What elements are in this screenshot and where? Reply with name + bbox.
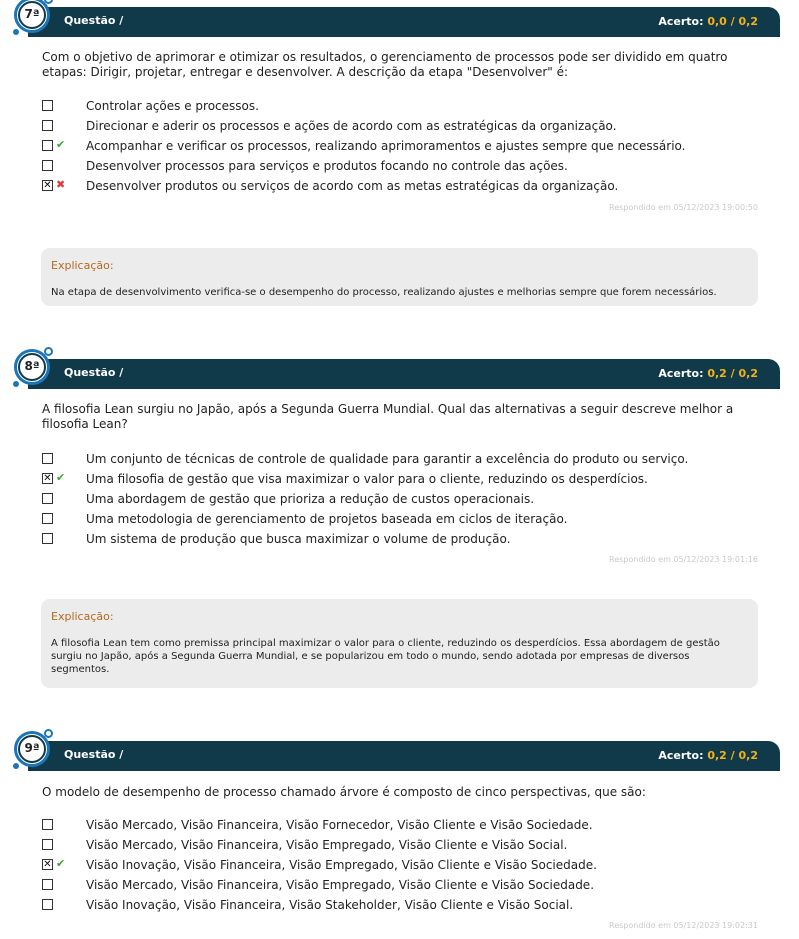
score xyxy=(658,367,758,380)
option-c[interactable] xyxy=(42,492,762,510)
option-a[interactable] xyxy=(42,99,762,117)
checkbox[interactable] xyxy=(42,493,53,504)
checkbox[interactable] xyxy=(42,100,53,111)
question-7 xyxy=(0,7,799,317)
checkbox-checked[interactable]: ✕ xyxy=(43,473,52,484)
checkbox[interactable] xyxy=(42,899,53,910)
answered-timestamp: Respondido em 05/12/2023 19:00:50 xyxy=(609,203,758,212)
score-total: / 0,2 xyxy=(730,15,758,28)
checkbox[interactable] xyxy=(42,839,53,850)
checkbox[interactable] xyxy=(42,453,53,464)
check-icon: ✔ xyxy=(56,138,66,151)
checkbox-checked[interactable]: ✕ xyxy=(43,859,52,870)
option-a[interactable] xyxy=(42,818,762,836)
question-stem: Com o objetivo de aprimorar e otimizar os resultados, o gerenciamento de processos pode ser dividido em quatro etapas: Dirigir, projetar, entregar e desenvolver. A descrição da etapa "Desenvolver" é: xyxy=(42,50,728,79)
score-value: 0,2 xyxy=(707,367,727,380)
checkbox-checked[interactable]: ✕ xyxy=(43,180,52,191)
option-b[interactable] xyxy=(42,119,762,137)
option-d[interactable] xyxy=(42,512,762,530)
score xyxy=(658,15,758,28)
option-e[interactable] xyxy=(42,898,762,916)
question-number: 8ª xyxy=(24,359,40,373)
score-total: / 0,2 xyxy=(730,367,758,380)
option-text: Uma filosofia de gestão que visa maximizar o valor para o cliente, reduzindo os desperdícios. xyxy=(86,472,648,486)
score-total: / 0,2 xyxy=(730,749,758,762)
explanation-title: Explicação: xyxy=(51,610,114,623)
option-text: Direcionar e aderir os processos e ações de acordo com as estratégicas da organização. xyxy=(86,119,617,133)
checkbox[interactable] xyxy=(42,140,53,151)
question-9 xyxy=(0,741,799,939)
option-text: Visão Mercado, Visão Financeira, Visão Fornecedor, Visão Cliente e Visão Sociedade. xyxy=(86,818,593,832)
question-stem: O modelo de desempenho de processo chamado árvore é composto de cinco perspectivas, que são: xyxy=(42,785,646,799)
question-header xyxy=(28,7,780,37)
option-c[interactable] xyxy=(42,139,762,157)
option-e[interactable] xyxy=(42,179,762,197)
option-text: Acompanhar e verificar os processos, realizando aprimoramentos e ajustes sempre que necessário. xyxy=(86,139,686,153)
question-stem: A filosofia Lean surgiu no Japão, após a Segunda Guerra Mundial. Qual das alternativas a seguir descreve melhor a filosofia Lean? xyxy=(42,402,734,431)
checkbox[interactable] xyxy=(42,533,53,544)
option-text: Desenvolver produtos ou serviços de acordo com as metas estratégicas da organização. xyxy=(86,179,619,193)
question-header xyxy=(28,741,780,771)
answered-timestamp: Respondido em 05/12/2023 19:01:16 xyxy=(609,555,758,564)
question-number: 7ª xyxy=(24,7,40,21)
option-text: Visão Mercado, Visão Financeira, Visão Empregado, Visão Cliente e Visão Social. xyxy=(86,838,568,852)
question-8 xyxy=(0,359,799,694)
question-title: Questão / xyxy=(64,748,124,761)
explanation-text: Na etapa de desenvolvimento verifica-se o desempenho do processo, realizando ajustes e melhorias sempre que forem necessários. xyxy=(51,287,717,298)
explanation-title: Explicação: xyxy=(51,259,114,272)
checkbox[interactable] xyxy=(42,879,53,890)
answered-timestamp: Respondido em 05/12/2023 19:02:31 xyxy=(609,921,758,930)
option-a[interactable] xyxy=(42,452,762,470)
question-title: Questão / xyxy=(64,14,124,27)
option-text: Uma metodologia de gerenciamento de projetos baseada em ciclos de iteração. xyxy=(86,512,568,526)
option-text: Desenvolver processos para serviços e produtos focando no controle das ações. xyxy=(86,159,568,173)
question-header xyxy=(28,359,780,389)
badge-decor-dot-small xyxy=(13,763,19,769)
check-icon: ✔ xyxy=(56,471,66,484)
checkbox[interactable] xyxy=(42,819,53,830)
option-b[interactable] xyxy=(42,838,762,856)
option-e[interactable] xyxy=(42,532,762,550)
option-text: Visão Mercado, Visão Financeira, Visão Empregado, Visão Cliente e Visão Sociedade. xyxy=(86,878,595,892)
option-text: Visão Inovação, Visão Financeira, Visão Stakeholder, Visão Cliente e Visão Social. xyxy=(86,898,574,912)
score xyxy=(658,749,758,762)
badge-decor-dot-small xyxy=(13,381,19,387)
option-d[interactable] xyxy=(42,159,762,177)
cross-icon: ✖ xyxy=(56,178,66,191)
check-icon: ✔ xyxy=(56,857,66,870)
score-label: Acerto: xyxy=(658,367,704,380)
option-text: Controlar ações e processos. xyxy=(86,99,259,113)
option-text: Uma abordagem de gestão que prioriza a redução de custos operacionais. xyxy=(86,492,535,506)
score-value: 0,2 xyxy=(707,749,727,762)
option-text: Um conjunto de técnicas de controle de qualidade para garantir a excelência do produto ou serviço. xyxy=(86,452,689,466)
option-d[interactable] xyxy=(42,878,762,896)
score-value: 0,0 xyxy=(707,15,727,28)
checkbox[interactable] xyxy=(42,513,53,524)
explanation-text: A filosofia Lean tem como premissa principal maximizar o valor para o cliente, reduzindo os desperdícios. Essa abordagem de gestão surgiu no Japão, após a Segunda Guerra Mundial, e se popularizou em todo o mundo, sendo adotada por empresas de diversos segmentos. xyxy=(51,638,720,675)
checkbox[interactable] xyxy=(42,160,53,171)
option-text: Um sistema de produção que busca maximizar o volume de produção. xyxy=(86,532,511,546)
question-title: Questão / xyxy=(64,366,124,379)
explanation-box xyxy=(41,248,758,306)
score-label: Acerto: xyxy=(658,15,704,28)
score-label: Acerto: xyxy=(658,749,704,762)
badge-decor-dot-small xyxy=(13,29,19,35)
checkbox[interactable] xyxy=(42,120,53,131)
option-c[interactable] xyxy=(42,858,762,876)
explanation-box xyxy=(41,599,758,688)
option-b[interactable] xyxy=(42,472,762,490)
question-number: 9ª xyxy=(24,741,40,755)
option-text: Visão Inovação, Visão Financeira, Visão Empregado, Visão Cliente e Visão Sociedade. xyxy=(86,858,597,872)
